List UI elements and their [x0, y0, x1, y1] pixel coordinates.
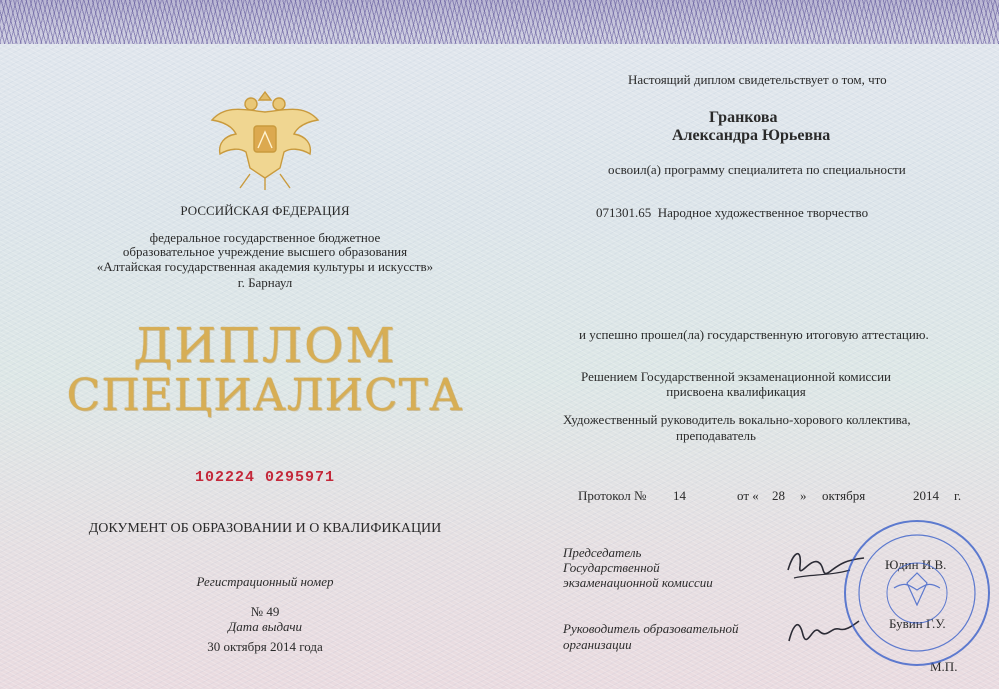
qualification-line-1: Художественный руководитель вокально-хорового коллектива, [563, 412, 911, 427]
protocol-year-suffix: г. [954, 488, 962, 503]
protocol-close-quote: » [800, 488, 807, 503]
decision-line-2: присвоена квалификация [666, 384, 806, 399]
protocol-month: октября [822, 488, 866, 503]
seal-place-label: М.П. [930, 659, 958, 674]
attestation-text: и успешно прошел(ла) государственную итоговую аттестацию. [579, 327, 929, 342]
official-stamp [842, 518, 992, 668]
specialty: 071301.65 Народное художественное творчество [596, 205, 869, 220]
chair-title-line-3: экзаменационной комиссии [563, 575, 713, 590]
chair-title-line-1: Председатель [563, 545, 642, 560]
head-title-line-2: организации [563, 637, 632, 652]
protocol-day: 28 [772, 488, 785, 503]
diploma-title-line-2: СПЕЦИАЛИСТА [66, 370, 464, 421]
coat-of-arms-emblem [206, 82, 324, 194]
city-label: г. Барнаул [237, 275, 293, 290]
diploma-title-line-1: ДИПЛОМ [133, 318, 397, 374]
institution-line-1: федеральное государственное бюджетное [149, 230, 381, 245]
protocol-label: Протокол № [578, 488, 647, 503]
document-type-label: ДОКУМЕНТ ОБ ОБРАЗОВАНИИ И О КВАЛИФИКАЦИИ [88, 521, 442, 536]
institution-line-3: «Алтайская государственная академия культуры и искусств» [96, 259, 434, 274]
decision-line-1: Решением Государственной экзаменационной комиссии [581, 369, 891, 384]
issue-date: 30 октября 2014 года [207, 639, 323, 654]
diploma-serial-number: 102224 0295971 [194, 469, 336, 486]
issue-date-label: Дата выдачи [227, 619, 303, 634]
diploma-intro: Настоящий диплом свидетельствует о том, что [628, 72, 887, 87]
program-text: освоил(а) программу специалитета по специальности [608, 162, 906, 177]
institution-line-2: образовательное учреждение высшего образования [122, 244, 408, 259]
qualification-line-2: преподаватель [676, 428, 756, 443]
country-label: РОССИЙСКАЯ ФЕДЕРАЦИЯ [180, 203, 350, 218]
holder-surname: Гранкова [709, 109, 778, 126]
decorative-top-band [0, 0, 999, 44]
protocol-from: от « [737, 488, 759, 503]
head-name: Бувин Г.У. [889, 616, 946, 631]
registration-label: Регистрационный номер [196, 574, 334, 589]
holder-name: Александра Юрьевна [672, 127, 831, 144]
registration-number: № 49 [250, 604, 280, 619]
chair-title-line-2: Государственной [563, 560, 660, 575]
head-title-line-1: Руководитель образовательной [563, 621, 739, 636]
protocol-number: 14 [673, 488, 686, 503]
protocol-year: 2014 [913, 488, 939, 503]
chair-name: Юдин И.В. [885, 557, 947, 572]
